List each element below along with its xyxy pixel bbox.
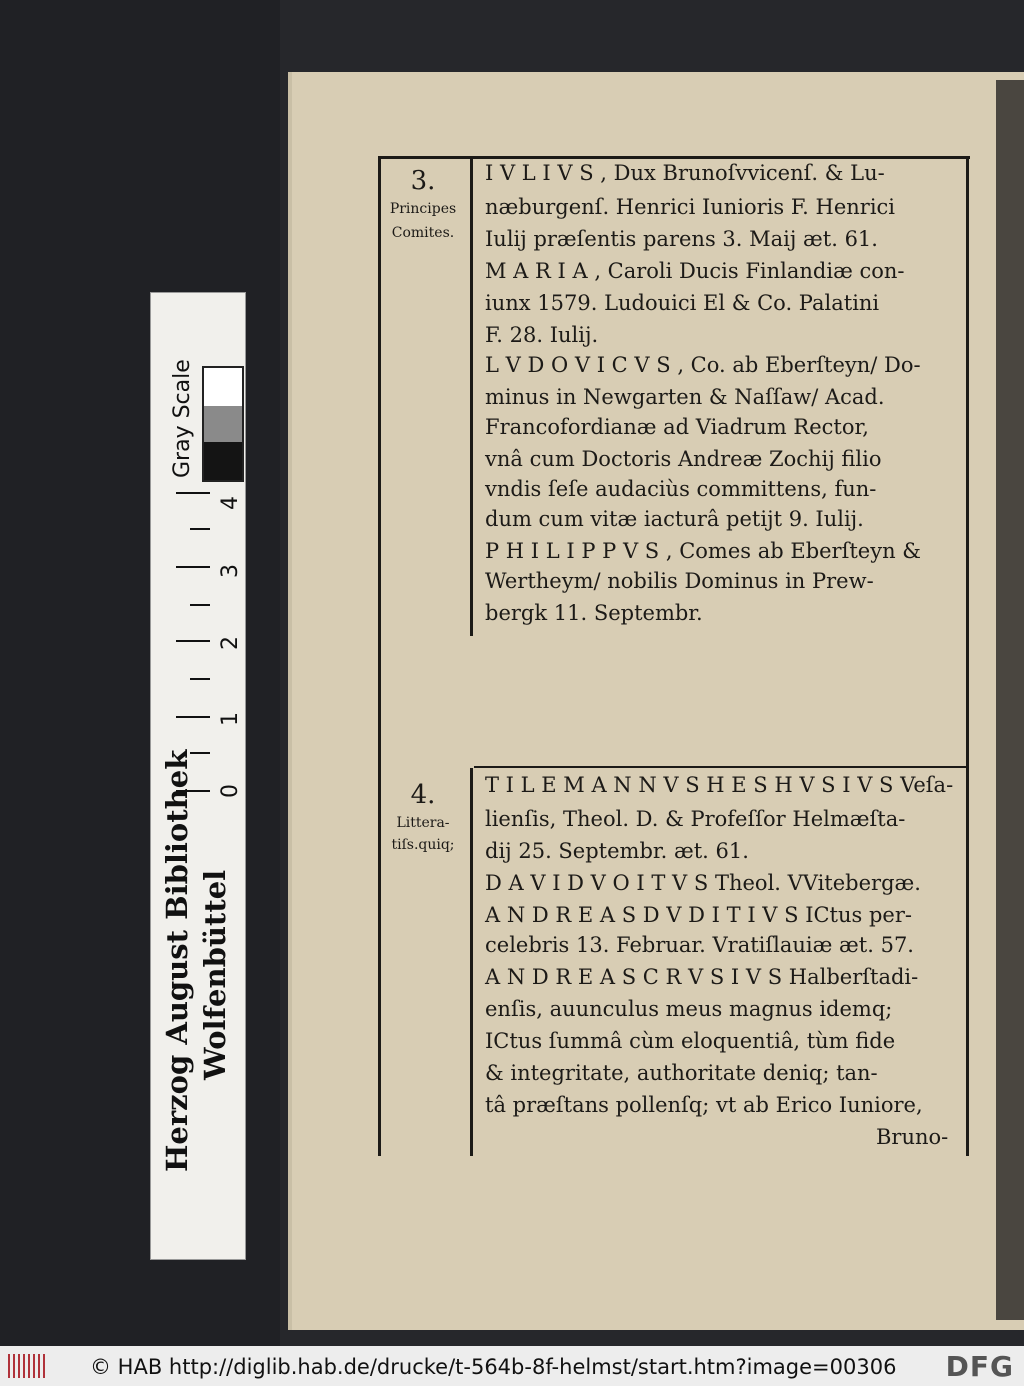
page-edge-shadow (996, 80, 1024, 1320)
section4-rule (474, 766, 968, 768)
text-line: A N D R E A S C R V S I V S Halberſtadi- (485, 965, 919, 989)
ruler-tick (190, 528, 210, 530)
gray-scale-label: Gray Scale (170, 359, 195, 478)
text-line: I V L I V S , Dux Brunoſvvicenſ. & Lu- (485, 161, 885, 185)
column-rule-1 (470, 156, 473, 636)
institution-city: Wolfenbüttel (198, 869, 232, 1080)
text-line: lienſis, Theol. D. & Profeſſor Helmæſta- (485, 807, 906, 831)
viewer-footer (0, 1346, 1024, 1386)
ruler-number-2: 2 (218, 636, 243, 650)
ruler-tick (190, 604, 210, 606)
text-line: & integritate, authoritate deniq; tan- (485, 1061, 878, 1085)
ruler-tick (176, 716, 210, 718)
section3-margin-line2: Comites. (391, 225, 455, 241)
column-rule-2 (470, 768, 473, 1156)
ruler-number-1: 1 (218, 712, 243, 726)
left-frame-rule (378, 156, 381, 1156)
institution-name: Herzog August Bibliothek (160, 749, 194, 1172)
text-line: D A V I D V O I T V S Theol. VVitebergæ. (485, 871, 921, 895)
ruler-tick (176, 566, 210, 568)
text-line: Iulij præſentis parens 3. Maij æt. 61. (485, 227, 878, 251)
text-line: L V D O V I C V S , Co. ab Eberſteyn/ Do- (485, 353, 921, 377)
text-line: ICtus ſummâ cùm eloquentiâ, tùm fide (485, 1029, 896, 1053)
text-line: enſis, auunculus meus magnus idemq; (485, 997, 893, 1021)
text-line: næburgenſ. Henrici Iunioris F. Henrici (485, 195, 896, 219)
ruler-tick (176, 640, 210, 642)
section3-number: 3. (410, 166, 436, 196)
copyright-link[interactable]: © HAB http://diglib.hab.de/drucke/t-564b-8f-helmst/start.htm?image=00306 (90, 1355, 897, 1379)
section4-margin-line1: Littera- (396, 815, 450, 831)
text-line: F. 28. Iulij. (485, 323, 599, 347)
text-line: bergk 11. Septembr. (485, 601, 703, 625)
text-line: vnâ cum Doctoris Andreæ Zochij filio (485, 447, 882, 471)
section4-margin-line2: tiſs.quiq; (391, 837, 455, 853)
ruler-number-0: 0 (218, 784, 243, 798)
text-line: dij 25. Septembr. æt. 61. (485, 839, 749, 863)
text-line: M A R I A , Caroli Ducis Finlandiæ con- (485, 259, 905, 283)
ruler-number-3: 3 (218, 564, 243, 578)
text-line: A N D R E A S D V D I T I V S ICtus per- (485, 903, 912, 927)
hab-logo-icon (8, 1354, 48, 1378)
text-line: T I L E M A N N V S H E S H V S I V S Veſa- (485, 773, 954, 797)
section3-margin-line1: Principes (389, 201, 457, 217)
dfg-logo: DFG (945, 1350, 1014, 1383)
text-line: celebris 13. Februar. Vratiſlauiæ æt. 57. (485, 933, 914, 957)
text-line: Francofordianæ ad Viadrum Rector, (485, 415, 869, 439)
text-line: iunx 1579. Ludouici El & Co. Palatini (485, 291, 880, 315)
right-frame-rule (966, 156, 969, 1156)
catchword: Bruno- (876, 1125, 949, 1149)
text-line: Wertheym/ nobilis Dominus in Prew- (485, 569, 874, 593)
gray-scale-swatch (202, 366, 244, 482)
text-line: dum cum vitæ iacturâ petijt 9. Iulij. (485, 507, 864, 531)
ruler-tick (176, 492, 210, 494)
section4-number: 4. (410, 780, 436, 810)
text-line: minus in Newgarten & Naſſaw/ Acad. (485, 385, 885, 409)
text-line: vndis ſeſe audaciùs committens, fun- (485, 477, 877, 501)
text-line: tâ præſtans pollenſq; vt ab Erico Iuniore, (485, 1093, 923, 1117)
ruler-number-4: 4 (218, 496, 243, 510)
ruler-tick (190, 678, 210, 680)
text-line: P H I L I P P V S , Comes ab Eberſteyn & (485, 539, 921, 563)
